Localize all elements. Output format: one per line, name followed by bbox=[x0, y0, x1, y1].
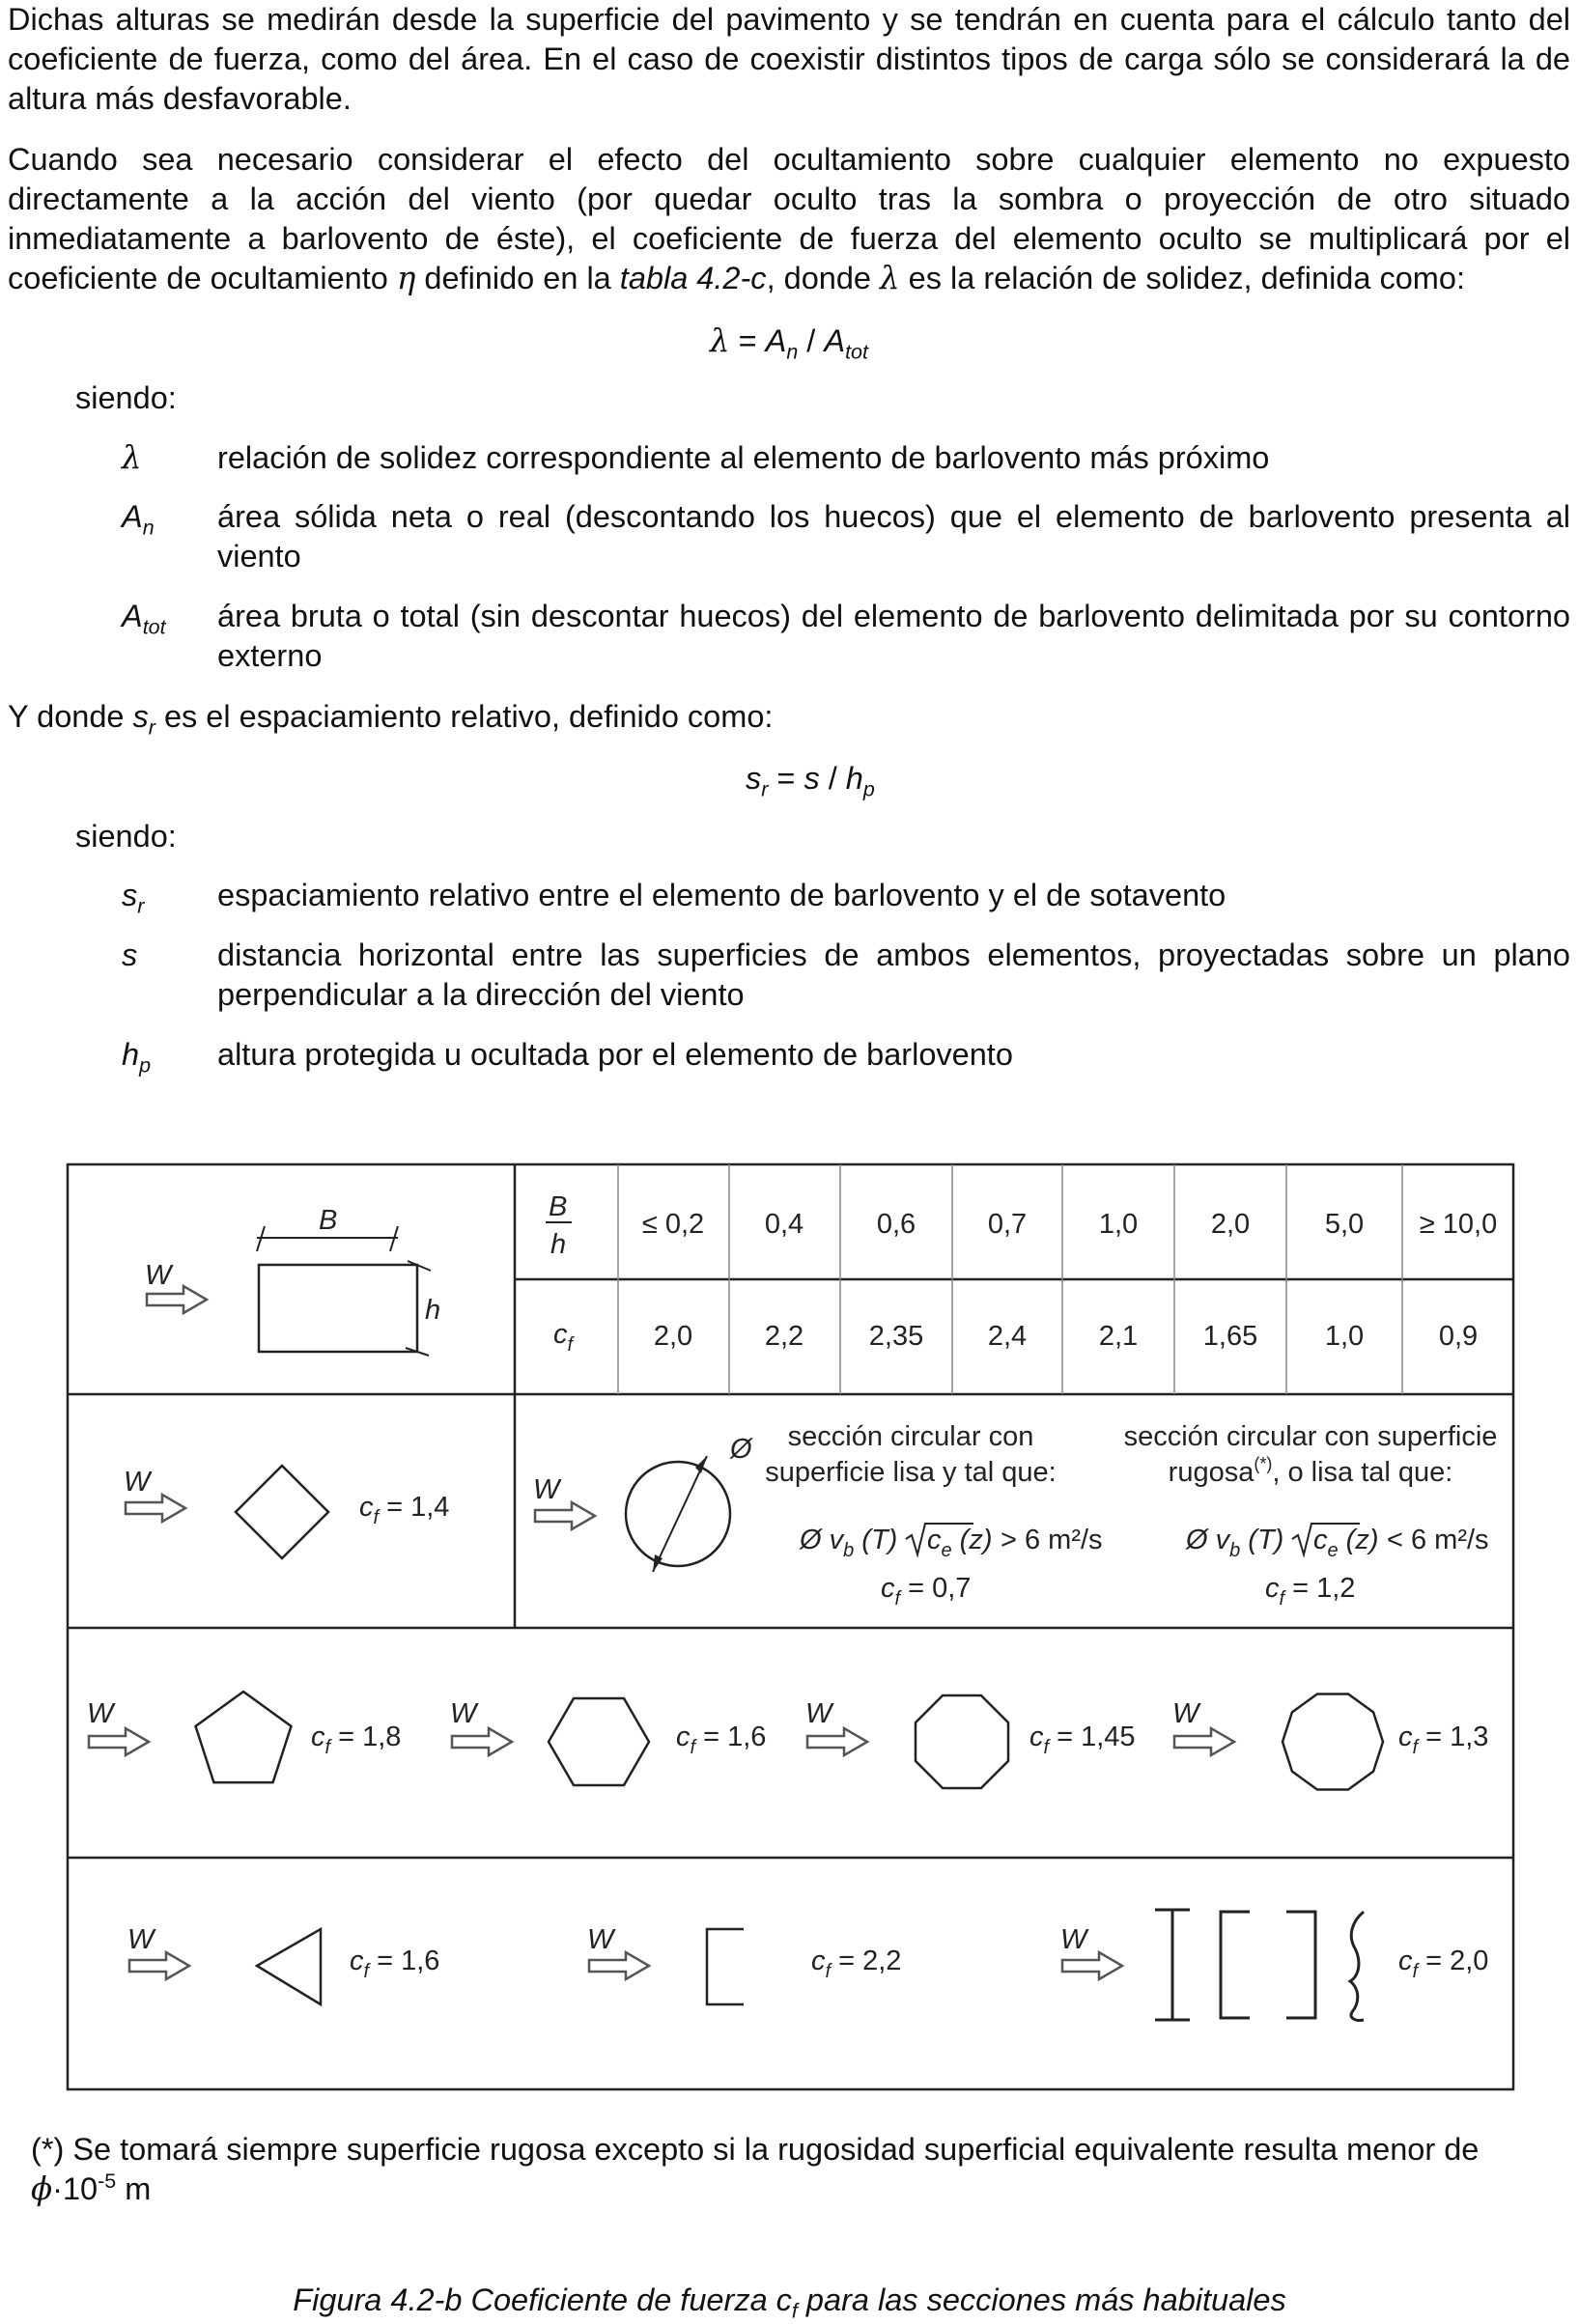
wind-label: W bbox=[533, 1474, 560, 1505]
sr-sub: r bbox=[148, 715, 155, 740]
formula2-h: h bbox=[845, 761, 863, 796]
cf-row-label: $c_f$ bbox=[553, 1319, 574, 1356]
wind-arrow-icon bbox=[589, 1952, 649, 1979]
def-text-an: área sólida neta o real (descontando los huecos) que el elemento de barlovento presenta al viento bbox=[217, 499, 1570, 574]
ratio-denominator: h bbox=[550, 1229, 567, 1260]
wind-arrow-icon bbox=[1062, 1952, 1122, 1979]
def-symbol-hp: $h_p$ bbox=[122, 1037, 152, 1078]
cf-value: 0,9 bbox=[1438, 1321, 1479, 1352]
ratio-value: 2,0 bbox=[1210, 1209, 1251, 1240]
rough-text-2: rugosa(*), o lisa tal que: bbox=[1168, 1454, 1453, 1488]
wind-arrow-icon bbox=[129, 1952, 189, 1979]
siendo-label-1: siendo: bbox=[75, 380, 177, 415]
ratio-value: 0,6 bbox=[876, 1209, 916, 1240]
profiles-cf: $c_f = 2,0$ bbox=[1398, 1946, 1489, 1982]
table-reference: tabla 4.2-c bbox=[619, 261, 767, 295]
formula-slash: / bbox=[798, 323, 825, 358]
def-text-hp: altura protegida u ocultada por el elemento de barlovento bbox=[217, 1037, 1013, 1072]
ratio-value: ≥ 10,0 bbox=[1419, 1209, 1498, 1240]
polygon-cf: $c_f = 1,8$ bbox=[311, 1722, 402, 1758]
cf-value: 2,4 bbox=[987, 1321, 1028, 1352]
ratio-value: 5,0 bbox=[1324, 1209, 1365, 1240]
formula2-h-sub: p bbox=[862, 777, 875, 801]
formula-lambda: λ bbox=[710, 322, 730, 359]
cf-values bbox=[654, 1321, 1478, 1352]
wind-arrow-icon bbox=[452, 1728, 512, 1755]
wind-label: W bbox=[805, 1698, 832, 1729]
svg-text:ce (z): $c_e$ (z) bbox=[1313, 1525, 1379, 1561]
polygon-sections bbox=[87, 1692, 1488, 1790]
wind-label: W bbox=[1172, 1698, 1199, 1729]
ratio-value: 1,0 bbox=[1098, 1209, 1139, 1240]
ratio-values bbox=[642, 1209, 1497, 1240]
def-text-sr: espaciamiento relativo entre el elemento de barlovento y el de sotavento bbox=[217, 878, 1227, 912]
formula2-s2: s bbox=[804, 761, 820, 796]
cf-value: 1,65 bbox=[1202, 1321, 1258, 1352]
eta-symbol: η bbox=[396, 260, 416, 296]
paragraph-spacing-text: Y donde bbox=[8, 699, 133, 734]
footnote bbox=[31, 2130, 1570, 2209]
decagon-section bbox=[1283, 1694, 1383, 1790]
wind-arrow-icon bbox=[1174, 1728, 1234, 1755]
triangle-cf: $c_f = 1,6$ bbox=[350, 1946, 440, 1982]
footnote-exponent: -5 bbox=[98, 2170, 117, 2194]
formula-an-sub: n bbox=[786, 340, 799, 364]
footnote-text: (*) Se tomará siempre superficie rugosa excepto si la rugosidad superficial equivalente resulta menor de bbox=[31, 2132, 1480, 2167]
figure-caption bbox=[0, 2281, 1579, 2323]
def-symbol-lambda: λ bbox=[122, 439, 142, 476]
wind-label: W bbox=[1060, 1924, 1087, 1955]
caption-cf: c bbox=[775, 2282, 792, 2317]
svg-text:< 6 m²/s: < 6 m²/s bbox=[1387, 1525, 1489, 1555]
ratio-value: 0,4 bbox=[764, 1209, 804, 1240]
diameter-line bbox=[653, 1456, 707, 1572]
cf-value: 2,1 bbox=[1098, 1321, 1139, 1352]
lambda-symbol: λ bbox=[880, 260, 900, 296]
caption-text-2: para las secciones más habituales bbox=[797, 2282, 1286, 2317]
rectangle-section bbox=[259, 1265, 417, 1352]
smooth-text-2: superficie lisa y tal que: bbox=[765, 1457, 1057, 1488]
polygon-cf: $c_f = 1,6$ bbox=[676, 1722, 767, 1758]
ratio-numerator: B bbox=[549, 1191, 568, 1222]
footnote-power: ·10 bbox=[52, 2171, 99, 2206]
def-symbol-atot: $A_{tot}$ bbox=[122, 599, 166, 639]
formula2-s-sub: r bbox=[761, 777, 769, 801]
dimension-b-label: B bbox=[319, 1205, 338, 1236]
formula-atot-sub: tot bbox=[845, 340, 868, 364]
diamond-cf: $c_f = 1,4$ bbox=[359, 1492, 450, 1528]
svg-text:> 6 m²/s: > 6 m²/s bbox=[1001, 1525, 1103, 1555]
smooth-text-1: sección circular con bbox=[787, 1421, 1034, 1452]
wind-arrow-icon bbox=[807, 1728, 867, 1755]
footnote-unit: m bbox=[116, 2171, 152, 2206]
def-symbol-sr: $s_r$ bbox=[122, 878, 145, 918]
wind-arrow-icon bbox=[126, 1495, 185, 1522]
polygon-cf: $c_f = 1,3$ bbox=[1398, 1722, 1489, 1758]
phi-symbol: ϕ bbox=[31, 2170, 53, 2207]
hexagon-section bbox=[549, 1698, 649, 1785]
paragraph-shielding-text-4: es la relación de solidez, definida como: bbox=[908, 261, 1465, 295]
pentagon-section bbox=[196, 1692, 292, 1782]
wind-label: W bbox=[87, 1698, 114, 1729]
rough-condition bbox=[1185, 1524, 1489, 1561]
wind-label: W bbox=[124, 1467, 151, 1498]
bracket-cf: $c_f = 2,2$ bbox=[811, 1946, 902, 1982]
siendo-label-2: siendo: bbox=[75, 819, 177, 854]
diameter-label: Ø bbox=[730, 1434, 752, 1465]
svg-text:Ø vb (T): Ø $v_b$ (T) bbox=[1186, 1525, 1284, 1561]
wind-arrow-icon bbox=[535, 1502, 595, 1529]
formula-equals: = bbox=[729, 323, 766, 358]
formula-atot: A bbox=[824, 323, 846, 358]
cf-rough: $c_f = 1,2$ bbox=[1265, 1573, 1356, 1610]
svg-text:Ø vb (T): Ø $v_b$ (T) bbox=[800, 1525, 898, 1561]
formula2-slash: / bbox=[819, 761, 846, 796]
cf-value: 2,35 bbox=[868, 1321, 924, 1352]
cf-value: 2,0 bbox=[653, 1321, 693, 1352]
octagon-section bbox=[916, 1695, 1008, 1788]
cf-smooth: $c_f = 0,7$ bbox=[881, 1573, 972, 1610]
paragraph-heights: Dichas alturas se medirán desde la superficie del pavimento y se tendrán en cuenta para el cálculo tanto del coeficiente de fuerza, como del área. En el caso de coexistir distintos tipos de carga sólo se considerará la de altura más desfavorable. bbox=[8, 2, 1570, 116]
def-symbol-an: $A_n$ bbox=[122, 499, 155, 540]
triangle-section bbox=[257, 1929, 321, 2004]
formula2-equals: = bbox=[768, 761, 804, 796]
ratio-value: 0,7 bbox=[987, 1209, 1028, 1240]
def-symbol-s: s bbox=[122, 938, 138, 972]
formula-an: A bbox=[765, 323, 787, 358]
def-text-lambda: relación de solidez correspondiente al elemento de barlovento más próximo bbox=[217, 440, 1270, 475]
rough-text-1: sección circular con superficie bbox=[1123, 1421, 1498, 1452]
wind-label: W bbox=[587, 1924, 614, 1955]
polygon-cf: $c_f = 1,45$ bbox=[1029, 1722, 1136, 1758]
wind-label: W bbox=[127, 1924, 155, 1955]
caption-cf-sub: f bbox=[791, 2299, 798, 2323]
ratio-value: ≤ 0,2 bbox=[641, 1209, 705, 1240]
smooth-condition bbox=[799, 1524, 1103, 1561]
paragraph-shielding-text-2: definido en la bbox=[424, 261, 611, 295]
paragraph-shielding-text-3: , donde bbox=[766, 261, 871, 295]
paragraph-shielding-text: Cuando sea necesario considerar el efecto del ocultamiento sobre cualquier elemento no expuesto directamente a la acción del viento (por quedar oculto tras la sombra o proyección de otro situado inmediatamente a barlovento de éste), el coeficiente de fuerza del elemento oculto se multiplicará por el coeficiente de ocultamiento bbox=[8, 142, 1570, 295]
sr-symbol: s bbox=[132, 699, 149, 734]
formula2-s: s bbox=[746, 761, 762, 796]
profile-sections bbox=[1155, 1910, 1364, 2021]
paragraph-spacing-text-2: es el espaciamiento relativo, definido como: bbox=[155, 699, 774, 734]
diamond-section bbox=[236, 1466, 328, 1558]
bracket-section bbox=[707, 1929, 744, 2004]
wind-arrow-icon bbox=[89, 1728, 149, 1755]
wind-label: W bbox=[450, 1698, 477, 1729]
dimension-h-label: h bbox=[425, 1295, 441, 1326]
wind-label: W bbox=[145, 1260, 172, 1291]
def-text-s: distancia horizontal entre las superficies de ambos elementos, proyectadas sobre un plano perpendicular a la dirección del viento bbox=[217, 938, 1570, 1012]
cf-value: 1,0 bbox=[1324, 1321, 1365, 1352]
circle-section bbox=[626, 1462, 730, 1566]
def-text-atot: área bruta o total (sin descontar huecos) del elemento de barlovento delimitada por su contorno externo bbox=[217, 599, 1570, 673]
svg-text:ce (z): $c_e$ (z) bbox=[927, 1525, 993, 1561]
caption-text: Figura 4.2-b Coeficiente de fuerza bbox=[293, 2282, 776, 2317]
cf-value: 2,2 bbox=[764, 1321, 804, 1352]
